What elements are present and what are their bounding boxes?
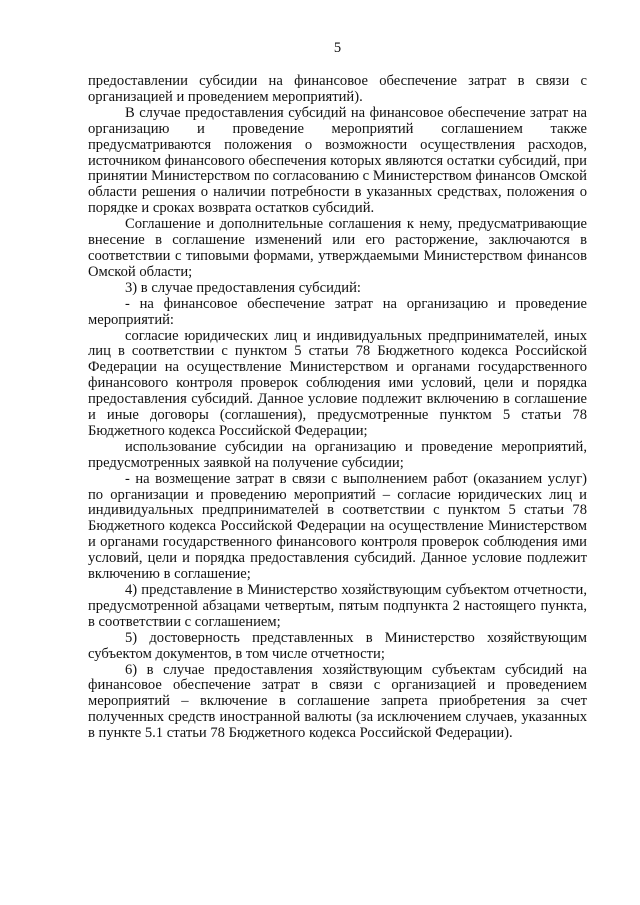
paragraph: использование субсидии на организацию и проведение мероприятий, предусмотренных заявкой на получение субсидии;: [88, 438, 587, 471]
paragraph: Соглашение и дополнительные соглашения к нему, предусматривающие внесение в соглашение изменений или его расторжение, заключаются в соответствии с типовыми формами, утверждаемыми Министерством финансов Омской области;: [88, 216, 587, 280]
paragraph: 5) достоверность представленных в Министерство хозяйствующим субъектом документов, в том числе отчетности;: [88, 629, 587, 662]
paragraph: - на финансовое обеспечение затрат на организацию и проведение мероприятий:: [88, 295, 587, 328]
paragraph: согласие юридических лиц и индивидуальных предпринимателей, иных лиц в соответствии с пунктом 5 статьи 78 Бюджетного кодекса Российской Федерации на осуществление Министерством и органами государственного финансового контроля проверок соблюдения ими условий, цели и порядка предоставления субсидий. Данное условие подлежит включению в соглашение и иные договоры (соглашения), предусмотренные пунктом 5 статьи 78 Бюджетного кодекса Российской Федерации;: [88, 327, 587, 439]
page-number: 5: [333, 40, 342, 56]
paragraph: 3) в случае предоставления субсидий:: [125, 279, 361, 296]
paragraph: - на возмещение затрат в связи с выполнением работ (оказанием услуг) по организации и проведению мероприятий – согласие юридических лиц и индивидуальных предпринимателей в соответствии с пунктом 5 статьи 78 Бюджетного кодекса Российской Федерации на осуществление Министерством и органами государственного финансового контроля проверок соблюдения ими условий, цели и порядка предоставления субсидий. Данное условие подлежит включению в соглашение;: [88, 470, 587, 583]
paragraph: В случае предоставления субсидий на финансовое обеспечение затрат на организацию и проведение мероприятий соглашением также предусматриваются положения о возможности осуществления расходов, источником финансового обеспечения которых являются остатки субсидий, при принятии Министерством по согласованию с Министерством финансов Омской области решения о наличии потребности в указанных средствах, положения о порядке и сроках возврата остатков субсидий.: [88, 104, 587, 217]
paragraph: 6) в случае предоставления хозяйствующим субъектам субсидий на финансовое обеспечение затрат в связи с организацией и проведением мероприятий – включение в соглашение запрета приобретения за счет полученных средств иностранной валюты (за исключением случаев, указанных в пункте 5.1 статьи 78 Бюджетного кодекса Российской Федерации).: [88, 661, 587, 742]
paragraph: предоставлении субсидии на финансовое обеспечение затрат в связи с организацией и проведением мероприятий).: [88, 73, 587, 105]
document-body: [88, 74, 587, 742]
paragraph: 4) представление в Министерство хозяйствующим субъектом отчетности, предусмотренной абзацами четвертым, пятым подпункта 2 настоящего пункта, в соответствии с соглашением;: [88, 582, 587, 630]
